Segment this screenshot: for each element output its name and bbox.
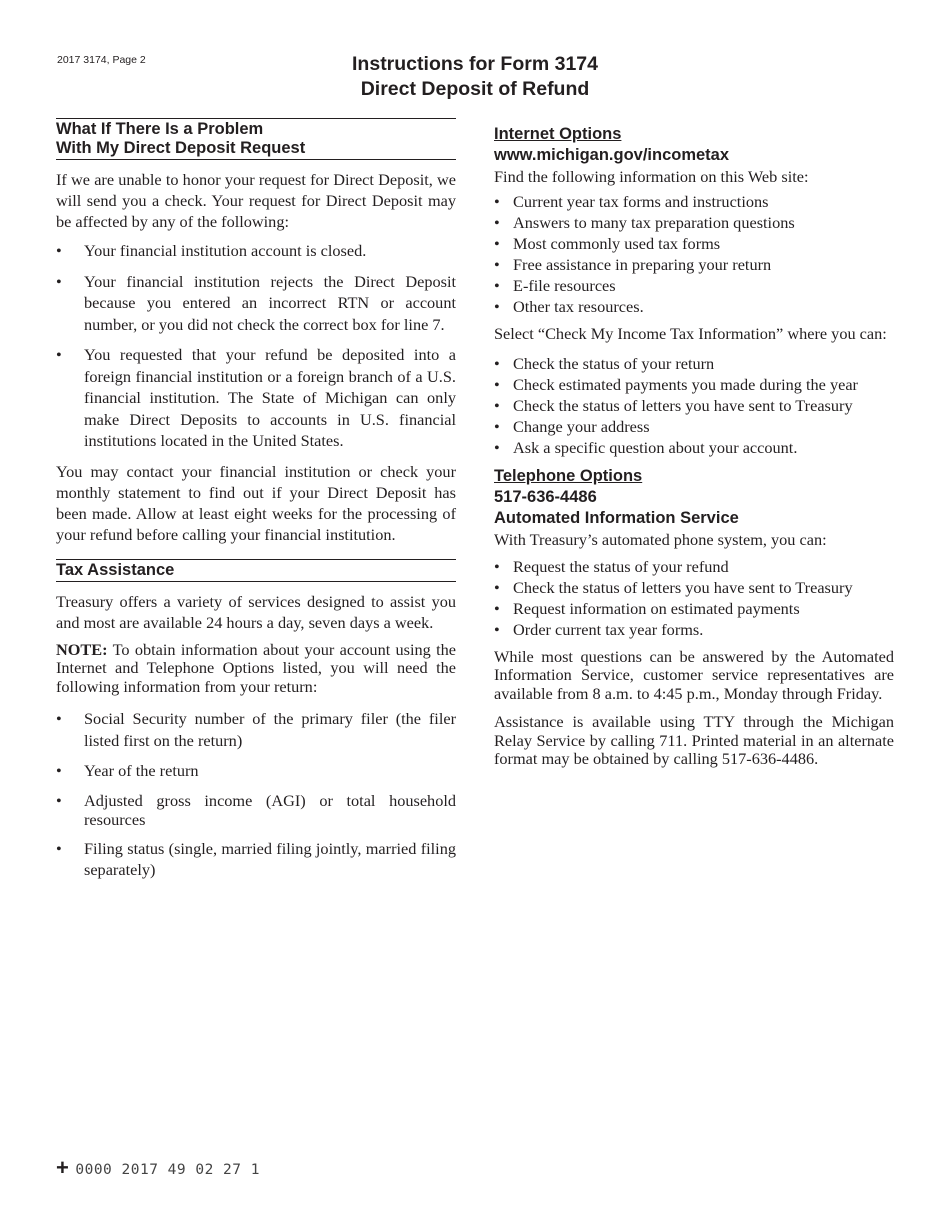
plus-icon: +	[56, 1155, 70, 1180]
service-hours-paragraph: While most questions can be answered by the Automated Information Service, customer service representatives are available from 8 a.m. to 4:45 p.m., Monday through Friday.	[494, 646, 894, 703]
list-item: • Ask a specific question about your account.	[494, 437, 894, 458]
list-item: • Check the status of letters you have sent to Treasury	[494, 395, 894, 416]
telephone-list	[494, 556, 894, 640]
page-title	[300, 52, 650, 102]
select-check-text: Select “Check My Income Tax Information” where you can:	[494, 324, 887, 343]
problem-heading-line-1: What If There Is a Problem	[56, 120, 264, 138]
form-code-text: 0000 2017 49 02 27 1	[75, 1162, 260, 1178]
left-column	[56, 118, 456, 890]
note-label: NOTE:	[56, 639, 108, 659]
problem-heading-line-2: With My Direct Deposit Request	[56, 139, 306, 157]
list-item: • Your financial institution rejects the Direct Deposit because you entered an incorrect RTN or account number, or you did not check the correct box for line 7.	[56, 271, 456, 336]
list-item: • Request the status of your refund	[494, 556, 894, 577]
problem-intro: If we are unable to honor your request for Direct Deposit, we will send you a check. Your request for Direct Deposit may be affected by any of the following:	[56, 170, 456, 231]
list-item: • Check estimated payments you made during the year	[494, 374, 894, 395]
internet-options-heading: Internet Options	[494, 125, 622, 143]
right-column	[494, 124, 894, 777]
list-item: • Your financial institution account is closed.	[56, 240, 456, 262]
list-item: • Check the status of your return	[494, 353, 894, 374]
list-item: • Free assistance in preparing your return	[494, 254, 894, 275]
list-item: • Adjusted gross income (AGI) or total household resources	[56, 791, 456, 829]
list-item: • Answers to many tax preparation questions	[494, 212, 894, 233]
list-item: • Year of the return	[56, 760, 456, 782]
problem-list	[56, 240, 456, 452]
problem-closing: You may contact your financial institution or check your monthly statement to find out if your Direct Deposit has been made. Allow at least eight weeks for the processing of your refund before calling your financial institution.	[56, 461, 456, 544]
note-text: To obtain information about your account using the Internet and Telephone Options listed, you will need the following information from your return:	[56, 639, 456, 696]
select-list	[494, 353, 894, 458]
internet-list	[494, 191, 894, 317]
telephone-intro: With Treasury’s automated phone system, you can:	[494, 529, 827, 549]
internet-intro: Find the following information on this Web site:	[494, 167, 809, 186]
page-reference: 2017 3174, Page 2	[57, 54, 146, 66]
list-item: • Request information on estimated payments	[494, 598, 894, 619]
assistance-intro: Treasury offers a variety of services designed to assist you and most are available 24 hours a day, seven days a week.	[56, 591, 456, 632]
list-item: • Filing status (single, married filing jointly, married filing separately)	[56, 838, 456, 881]
telephone-options-heading: Telephone Options	[494, 466, 643, 485]
tty-paragraph: Assistance is available using TTY through the Michigan Relay Service by calling 711. Printed material in an alternate format may be obtained by calling 517-636-4486.	[494, 712, 894, 768]
title-line-2: Direct Deposit of Refund	[360, 78, 590, 100]
tax-assistance-heading: Tax Assistance	[56, 559, 456, 582]
list-item: • Check the status of letters you have sent to Treasury	[494, 577, 894, 598]
problem-heading	[56, 118, 456, 160]
list-item: • You requested that your refund be deposited into a foreign financial institution or a foreign branch of a U.S. financial institution. The State of Michigan can only make Direct Deposits to accounts in U.S. financial institutions located in the United States.	[56, 344, 456, 452]
list-item: • Change your address	[494, 416, 894, 437]
assistance-list	[56, 708, 456, 881]
list-item: • Most commonly used tax forms	[494, 233, 894, 254]
list-item: • Other tax resources.	[494, 296, 894, 317]
list-item: • Social Security number of the primary filer (the filer listed first on the return)	[56, 708, 456, 751]
internet-url: www.michigan.gov/incometax	[494, 146, 730, 164]
assistance-note	[56, 641, 456, 697]
title-line-1: Instructions for Form 3174	[352, 53, 598, 75]
list-item: • Order current tax year forms.	[494, 619, 894, 640]
list-item: • E-file resources	[494, 275, 894, 296]
list-item: • Current year tax forms and instructions	[494, 191, 894, 212]
automated-service-heading: Automated Information Service	[494, 508, 739, 527]
telephone-number: 517-636-4486	[494, 487, 597, 506]
form-code	[56, 1154, 260, 1180]
